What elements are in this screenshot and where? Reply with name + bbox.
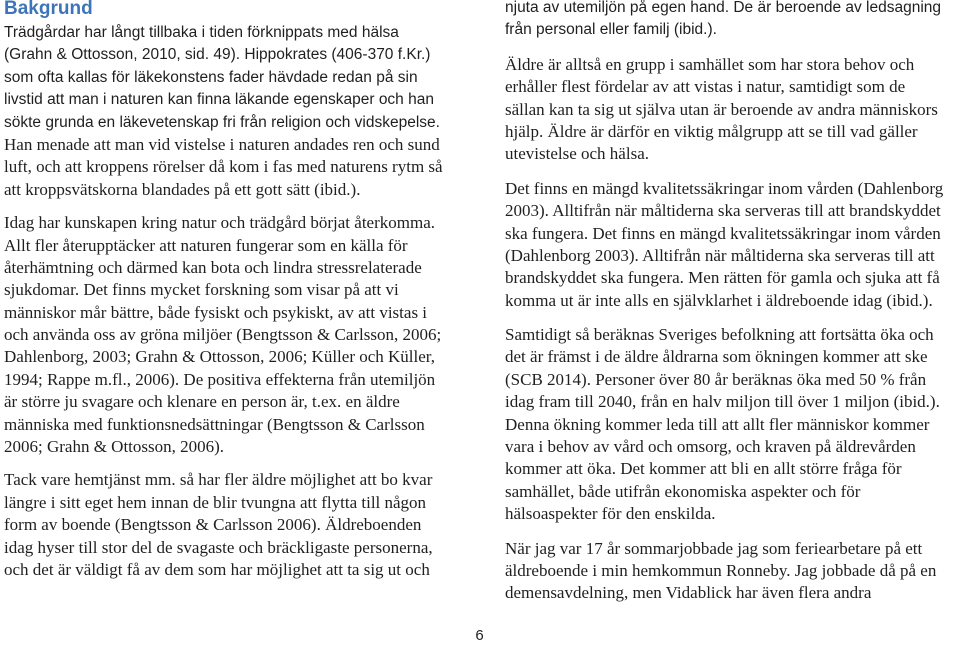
section-heading: Bakgrund xyxy=(4,0,93,19)
text-line: Denna ökning kommer leda till att allt fler människor kommer xyxy=(505,414,930,434)
text-line: form av boende (Bengtsson & Carlsson 2006). Äldreboenden xyxy=(4,515,422,535)
paragraph xyxy=(4,134,470,201)
text-line: samhället, både utifrån ekonomiska aspekter och för xyxy=(505,481,861,501)
text-line: Dahlenborg, 2003; Grahn & Ottosson, 2006; Küller och Küller, xyxy=(4,347,436,367)
right-column xyxy=(505,0,957,605)
text-line: erhåller flest fördelar av att vistas i natur, samtidigt som de xyxy=(505,77,906,97)
text-line: människor mår bättre, både fysiskt och psykiskt, av att vistas i xyxy=(4,302,428,322)
text-line: äldreboende i min hemkommun Ronneby. Jag jobbade då på en xyxy=(505,560,937,580)
text-line: Äldre är alltså en grupp i samhället som har stora behov och xyxy=(505,54,915,74)
paragraph xyxy=(505,0,957,42)
page-number: 6 xyxy=(475,627,484,644)
text-line: 2003). Alltifrån när måltiderna ska serveras till att brandskyddet xyxy=(505,201,941,221)
text-line: livstid att man i naturen kan finna läkande egenskaper och han xyxy=(4,91,434,109)
text-line: ska fungera. Det finns en mängd kvalitetssäkringar inom vården xyxy=(505,223,941,243)
text-line: sällan kan ta sig ut själva utan är beroende av andra människors xyxy=(505,99,938,119)
text-line: Samtidigt så beräknas Sveriges befolkning att fortsätta öka och xyxy=(505,325,934,345)
text-line: (Grahn & Ottosson, 2010, sid. 49). Hippokrates (406-370 f.Kr.) xyxy=(4,46,431,64)
text-line: och det är väldigt få av dem som har möjlighet att ta sig ut och xyxy=(4,559,430,579)
text-line: utevistelse och hälsa. xyxy=(505,144,649,164)
text-line: det är främst i de äldre åldrarna som ökningen kommer att ske xyxy=(505,347,928,367)
text-line: luft, och att kroppens rörelser då kom i fas med naturens rytm så xyxy=(4,157,443,177)
text-line: att kroppsvätskorna blandades på ett gott sätt (ibid.). xyxy=(4,179,361,199)
paragraph xyxy=(505,324,957,526)
text-line: Det finns en mängd kvalitetssäkringar inom vården (Dahlenborg xyxy=(505,178,944,198)
paragraph xyxy=(505,54,957,166)
text-line: Allt fler återupptäcker att naturen fungerar som en källa för xyxy=(4,235,408,255)
text-line: återhämtning och därmed kan bota och lindra stressrelaterade xyxy=(4,257,422,277)
text-line: komma ut är inte alls en självklarhet i äldreboende idag (ibid.). xyxy=(505,290,933,310)
text-line: Han menade att man vid vistelse i naturen andades ren och sund xyxy=(4,134,440,154)
paragraph xyxy=(4,469,470,581)
left-column xyxy=(4,0,470,581)
text-line: Trädgårdar har långt tillbaka i tiden förknippats med hälsa xyxy=(4,24,399,41)
text-line: idag fram till 2040, från en halv miljon till över 1 miljon (ibid.). xyxy=(505,392,940,412)
text-line: demensavdelning, men Vidablick har även flera andra xyxy=(505,583,872,603)
paragraph xyxy=(505,538,957,605)
text-line: 1994; Rappe m.fl., 2006). De positiva effekterna från utemiljön xyxy=(4,369,436,389)
text-line: Idag har kunskapen kring natur och trädgård börjat återkomma. xyxy=(4,213,435,233)
text-line: Tack vare hemtjänst mm. så har fler äldre möjlighet att bo kvar xyxy=(4,470,433,490)
text-line: sjukdomar. Det finns mycket forskning som visar på att vi xyxy=(4,280,399,300)
text-line: njuta av utemiljön på egen hand. De är beroende av ledsagning xyxy=(505,0,942,16)
text-line: är större ju svagare och klenare en person är, t.ex. en äldre xyxy=(4,392,400,412)
paragraph xyxy=(505,178,957,312)
text-line: hjälp. Äldre är därför en viktig målgrupp att se till vad gäller xyxy=(505,121,918,141)
paragraph xyxy=(4,212,470,458)
text-line: brandskyddet ska fungera. Men rätten för gamla och sjuka att få xyxy=(505,268,940,288)
text-line: kommer att öka. Det kommer att bli en allt större fråga för xyxy=(505,459,902,479)
text-line: och använda oss av gröna miljöer (Bengtsson & Carlsson, 2006; xyxy=(4,325,442,345)
text-line: (SCB 2014). Personer över 80 år beräknas öka med 50 % från xyxy=(505,369,927,389)
text-line: längre i sitt eget hem innan de blir tvungna att flytta till någon xyxy=(4,492,427,512)
text-line: När jag var 17 år sommarjobbade jag som feriearbetare på ett xyxy=(505,538,923,558)
text-line: från personal eller familj (ibid.). xyxy=(505,21,717,39)
text-line: vara i behov av vård och omsorg, och kraven på äldrevården xyxy=(505,437,916,457)
text-line: sökte grunda en läkevetenskap fri från religion och vidskepelse. xyxy=(4,113,440,131)
text-line: (Dahlenborg 2003). Alltifrån när måltiderna ska serveras till att xyxy=(505,245,935,265)
text-line: människa med funktionsnedsättningar (Bengtsson & Carlsson xyxy=(4,414,425,434)
text-line: som ofta kallas för läkekonstens fader hävdade redan på sin xyxy=(4,68,418,86)
text-line: hälsoaspekter för den enskilda. xyxy=(505,504,716,524)
paragraph xyxy=(4,22,470,134)
text-line: 2006; Grahn & Ottosson, 2006). xyxy=(4,437,225,457)
text-line: idag hyser till stor del de svagaste och bräckligaste personerna, xyxy=(4,537,433,557)
